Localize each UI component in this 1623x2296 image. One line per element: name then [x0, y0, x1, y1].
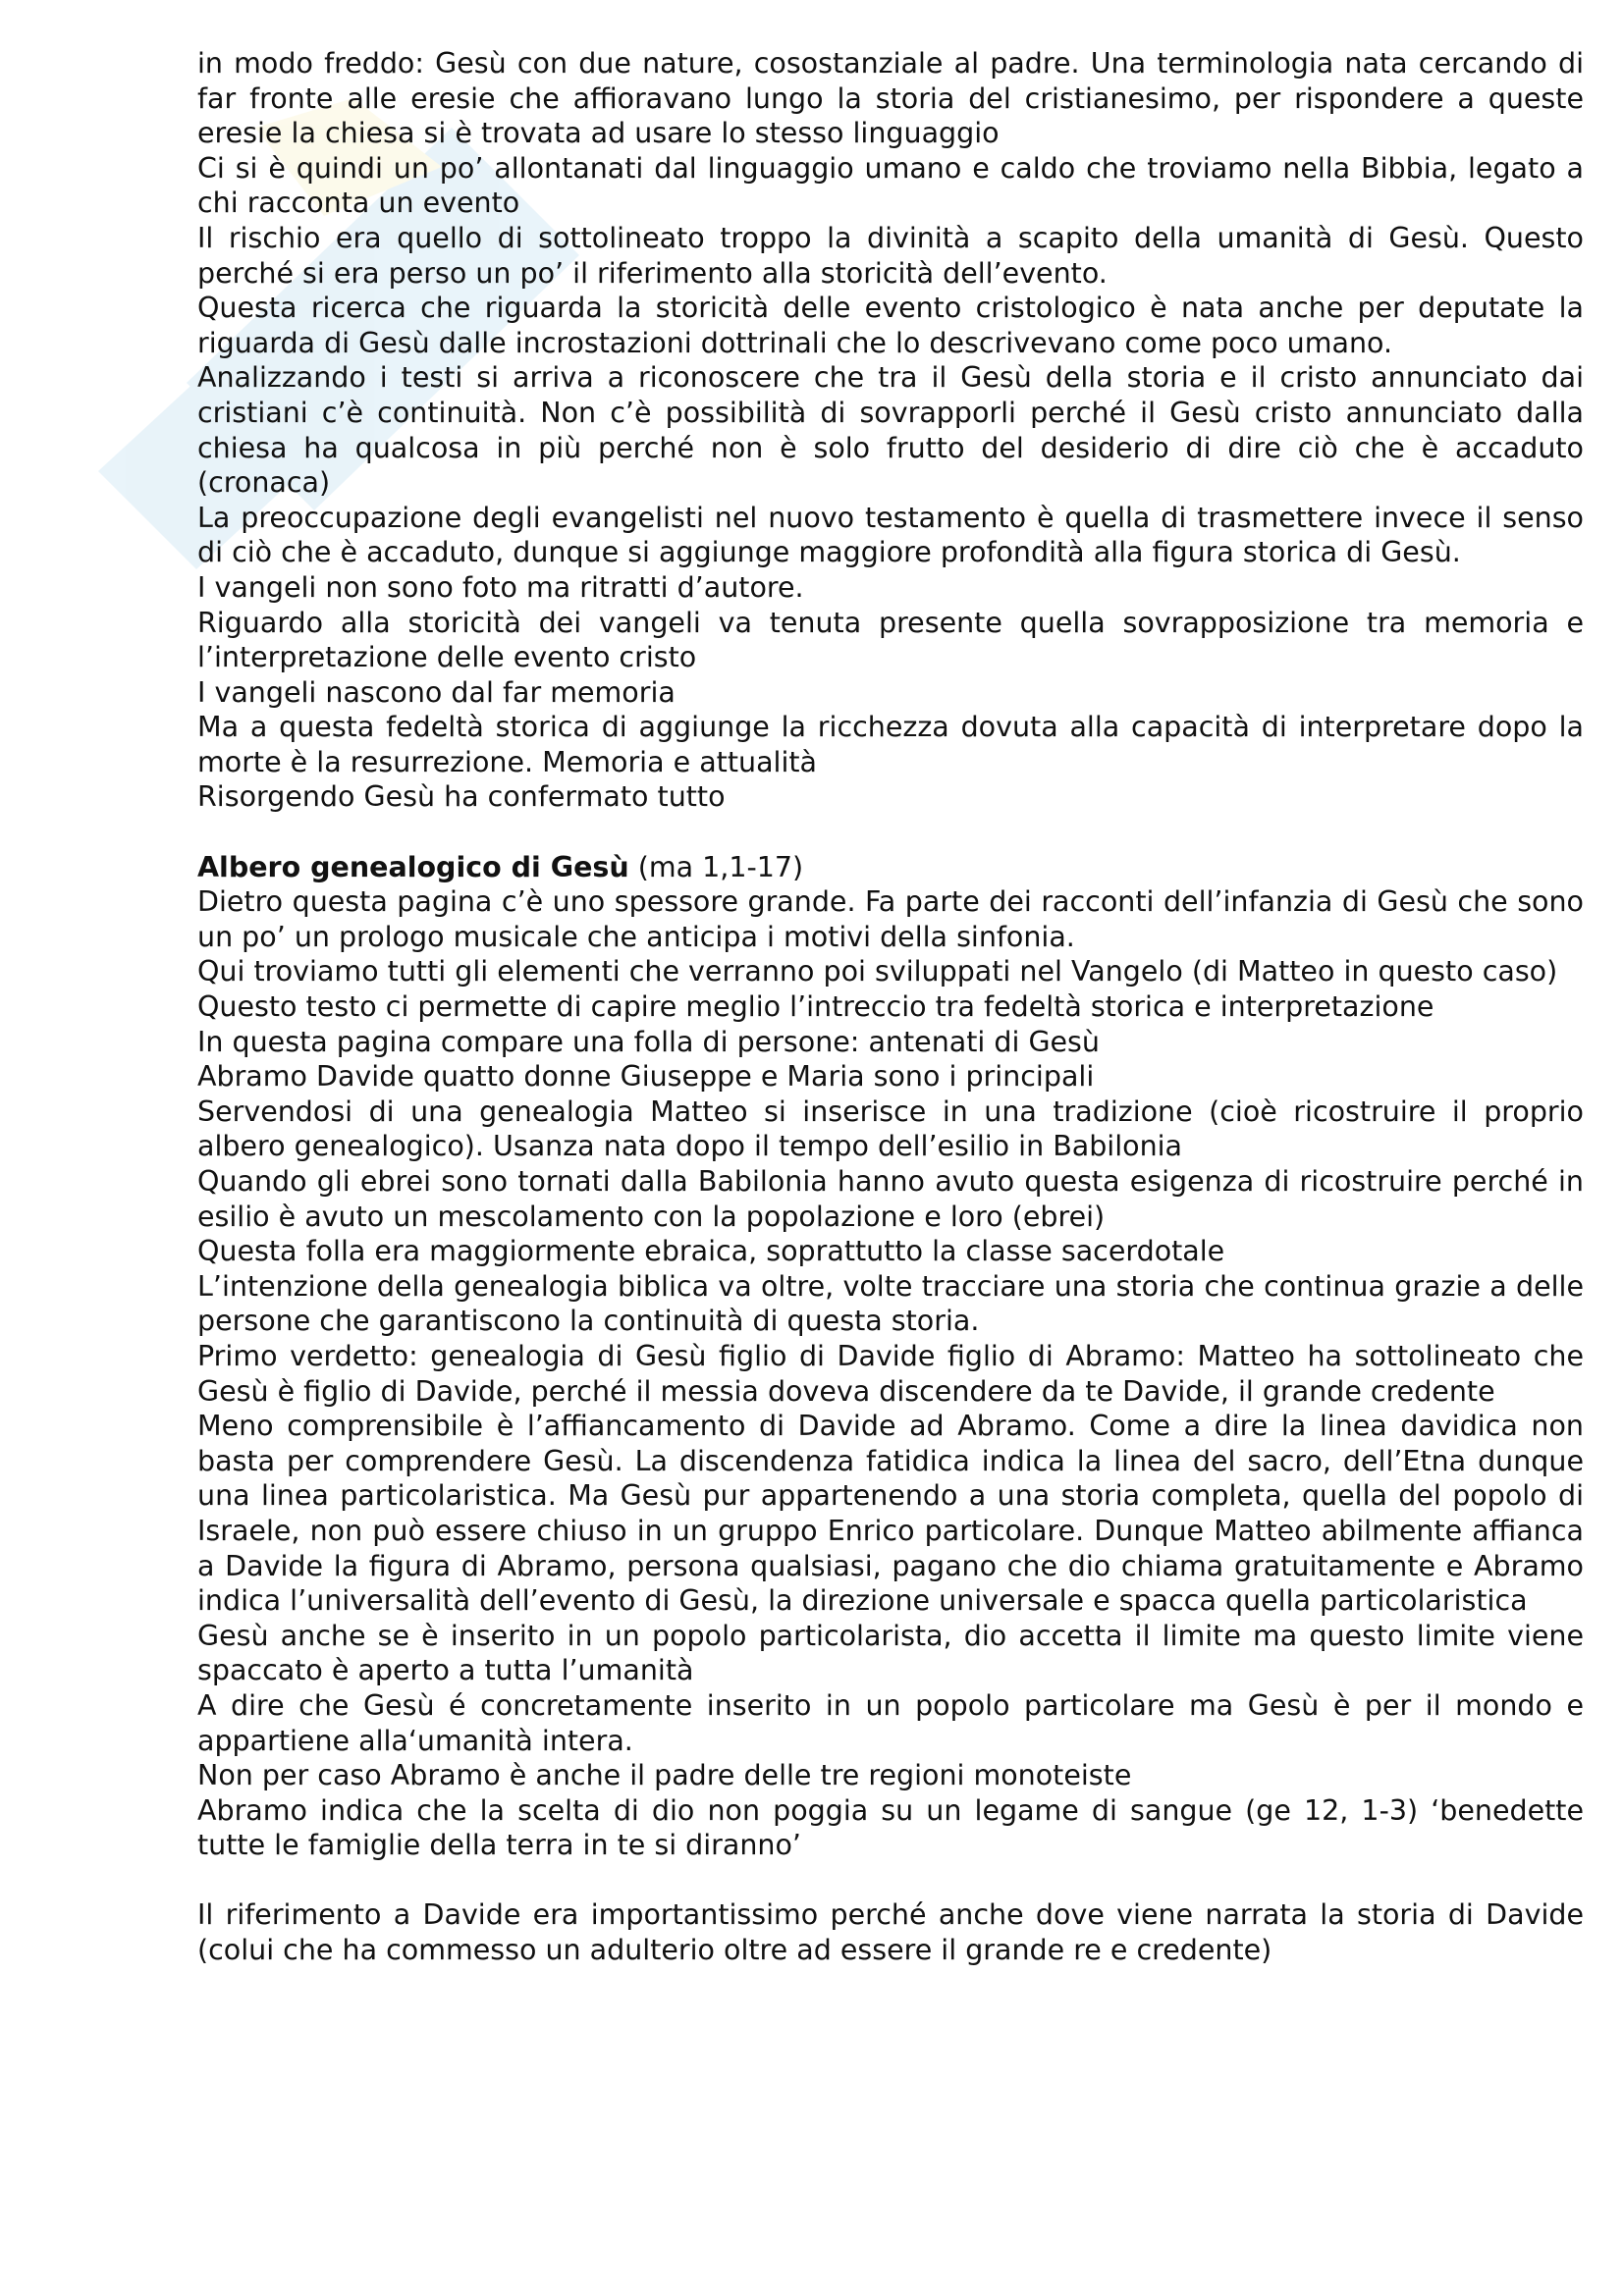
paragraph: Risorgendo Gesù ha confermato tutto [197, 780, 726, 814]
paragraph-gap [197, 1863, 1584, 1898]
paragraph: Il riferimento a Davide era importantissimo perché anche dove viene narrata la storia di Davide (colui che ha commesso un adulterio oltre ad essere il grande re e credente) [197, 1898, 1584, 1967]
section-block-1 [197, 46, 1584, 815]
paragraph: Questa ricerca che riguarda la storicità delle evento cristologico è nata anche per deputate la riguarda di Gesù dalle incrostazioni dottrinali che lo descrivevano come poco umano. [197, 292, 1584, 359]
paragraph: I vangeli nascono dal far memoria [197, 675, 676, 709]
paragraph: Analizzando i testi si arriva a riconoscere che tra il Gesù della storia e il cristo annunciato dai cristiani c’è continuità. Non c’è possibilità di sovrapporli perché il Gesù cristo annunciato dalla chiesa ha qualcosa in più perché non è solo frutto del desiderio di dire ciò che è accaduto (cronaca) [197, 361, 1584, 500]
paragraph: Abramo Davide quatto donne Giuseppe e Maria sono i principali [197, 1060, 1095, 1094]
paragraph: A dire che Gesù é concretamente inserito in un popolo particolare ma Gesù è per il mondo e appartiene alla‘umanità intera. [197, 1688, 1584, 1757]
paragraph: I vangeli non sono foto ma ritratti d’autore. [197, 570, 804, 604]
section-block-2 [197, 884, 1584, 1863]
paragraph: Primo verdetto: genealogia di Gesù figlio di Davide figlio di Abramo: Matteo ha sottolineato che Gesù è figlio di Davide, perché il messia doveva discendere da te Davide, il grande credente [197, 1339, 1584, 1408]
paragraph: in modo freddo: Gesù con due nature, cosostanziale al padre. Una terminologia nata cercando di far fronte alle eresie che affioravano lungo la storia del cristianesimo, per rispondere a queste eresie la chiesa si è trovata ad usare lo stesso linguaggio [197, 47, 1584, 150]
paragraph-gap [197, 815, 1584, 850]
paragraph: Questa folla era maggiormente ebraica, soprattutto la classe sacerdotale [197, 1235, 1225, 1268]
paragraph: Meno comprensibile è l’affiancamento di Davide ad Abramo. Come a dire la linea davidica non basta per comprendere Gesù. La discendenza fatidica indica la linea del sacro, dell’Etna dunque una linea particolaristica. Ma Gesù pur appartenendo a una storia completa, quella del popolo di Israele, non può essere chiuso in un gruppo Enrico particolare. Dunque Matteo abilmente affianca a Davide la figura di Abramo, persona qualsiasi, pagano che dio chiama gratuitamente e Abramo indica l’universalità dell’evento di Gesù, la direzione universale e spacca quella particolaristica [197, 1410, 1584, 1618]
paragraph: Questo testo ci permette di capire meglio l’intreccio tra fedeltà storica e interpretazione [197, 990, 1434, 1024]
paragraph: Non per caso Abramo è anche il padre delle tre regioni monoteiste [197, 1759, 1132, 1792]
paragraph: L’intenzione della genealogia biblica va oltre, volte tracciare una storia che continua grazie a delle persone che garantiscono la continuità di questa storia. [197, 1269, 1584, 1338]
paragraph: Quando gli ebrei sono tornati dalla Babilonia hanno avuto questa esigenza di ricostruire perché in esilio è avuto un mescolamento con la popolazione e loro (ebrei) [197, 1165, 1584, 1233]
section-heading [197, 850, 1584, 885]
paragraph: In questa pagina compare una folla di persone: antenati di Gesù [197, 1025, 1100, 1058]
paragraph: Abramo indica che la scelta di dio non poggia su un legame di sangue (ge 12, 1-3) ‘benedette tutte le famiglie della terra in te si diranno’ [197, 1793, 1584, 1862]
paragraph: Servendosi di una genealogia Matteo si inserisce in una tradizione (cioè ricostruire il proprio albero genealogico). Usanza nata dopo il tempo dell’esilio in Babilonia [197, 1095, 1584, 1163]
paragraph: Il rischio era quello di sottolineato troppo la divinità a scapito della umanità di Gesù. Questo perché si era perso un po’ il riferimento alla storicità dell’evento. [197, 221, 1584, 290]
paragraph: Ma a questa fedeltà storica di aggiunge la ricchezza dovuta alla capacità di interpretare dopo la morte è la resurrezione. Memoria e attualità [197, 711, 1584, 778]
paragraph: Gesù anche se è inserito in un popolo particolarista, dio accetta il limite ma questo limite viene spaccato è aperto a tutta l’umanità [197, 1619, 1584, 1687]
document-page [197, 46, 1584, 1968]
paragraph: Riguardo alla storicità dei vangeli va tenuta presente quella sovrapposizione tra memoria e l’interpretazione delle evento cristo [197, 606, 1584, 674]
section-block-3 [197, 1897, 1584, 1967]
section-heading-reference: (ma 1,1-17) [628, 850, 804, 883]
section-heading-title: Albero genealogico di Gesù [197, 850, 629, 883]
paragraph: La preoccupazione degli evangelisti nel nuovo testamento è quella di trasmettere invece il senso di ciò che è accaduto, dunque si aggiunge maggiore profondità alla figura storica di Gesù. [197, 501, 1584, 569]
paragraph: Dietro questa pagina c’è uno spessore grande. Fa parte dei racconti dell’infanzia di Gesù che sono un po’ un prologo musicale che anticipa i motivi della sinfonia. [197, 885, 1584, 953]
paragraph: Qui troviamo tutti gli elementi che verranno poi sviluppati nel Vangelo (di Matteo in questo caso) [197, 955, 1558, 988]
paragraph: Ci si è quindi un po’ allontanati dal linguaggio umano e caldo che troviamo nella Bibbia, legato a chi racconta un evento [197, 151, 1584, 220]
